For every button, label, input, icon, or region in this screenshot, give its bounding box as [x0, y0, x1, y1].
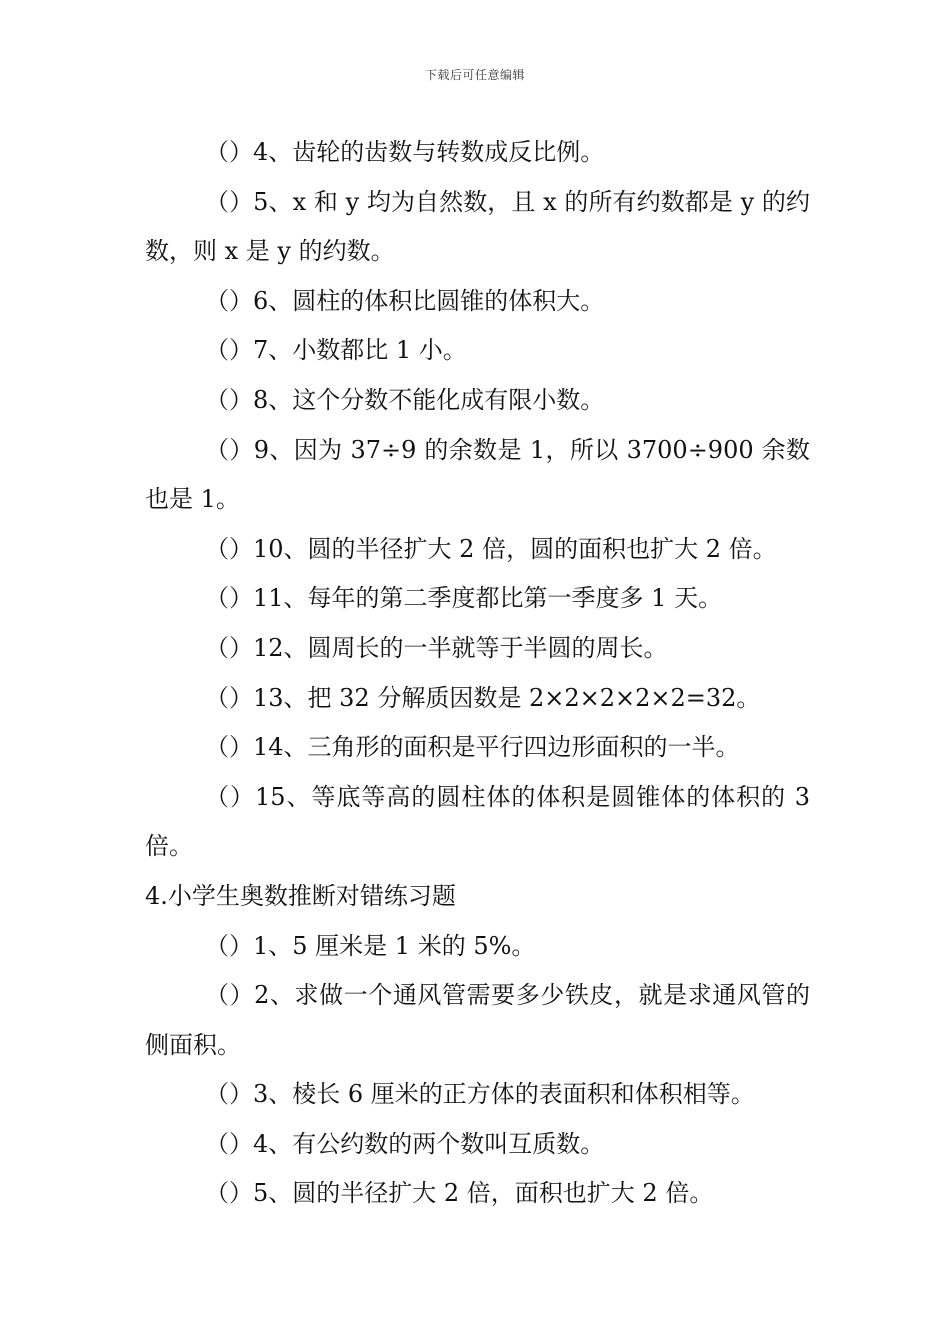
question-item-14: （）14、三角形的面积是平行四边形面积的一半。: [205, 733, 740, 762]
question-item-4: （）4、齿轮的齿数与转数成反比例。: [205, 138, 605, 166]
question-item-13: （）13、把 32 分解质因数是 2×2×2×2×2=32。: [205, 683, 761, 712]
exercise-item-1: （）1、5 厘米是 1 米的 5%。: [205, 931, 536, 960]
question-item-5: （）5、x 和 y 均为自然数，且 x 的所有约数都是 y 的约数，则 x 是 y 的约数。: [145, 187, 810, 266]
question-item-8: （）8、这个分数不能化成有限小数。: [205, 385, 605, 414]
exercise-item-2: （）2、求做一个通风管需要多少铁皮，就是求通风管的侧面积。: [145, 981, 810, 1059]
question-item-7: （）7、小数都比 1 小。: [205, 336, 467, 365]
question-item-9: （）9、因为 37÷9 的余数是 1，所以 3700÷900 余数也是 1。: [145, 435, 810, 514]
document-body: [145, 128, 810, 1219]
question-item-12: （）12、圆周长的一半就等于半圆的周长。: [205, 633, 668, 662]
question-item-10: （）10、圆的半径扩大 2 倍，圆的面积也扩大 2 倍。: [205, 534, 777, 563]
question-item-11: （）11、每年的第二季度都比第一季度多 1 天。: [205, 584, 723, 613]
exercise-item-3: （）3、棱长 6 厘米的正方体的表面积和体积相等。: [205, 1080, 755, 1109]
exercise-item-5: （）5、圆的半径扩大 2 倍，面积也扩大 2 倍。: [205, 1179, 714, 1208]
section-heading: 4.小学生奥数推断对错练习题: [145, 881, 456, 910]
question-item-15: （）15、等底等高的圆柱体的体积是圆锥体的体积的 3 倍。: [145, 782, 810, 861]
exercise-item-4: （）4、有公约数的两个数叫互质数。: [205, 1129, 605, 1158]
page-header-note: 下载后可任意编辑: [424, 68, 525, 82]
question-item-6: （）6、圆柱的体积比圆锥的体积大。: [205, 286, 605, 315]
